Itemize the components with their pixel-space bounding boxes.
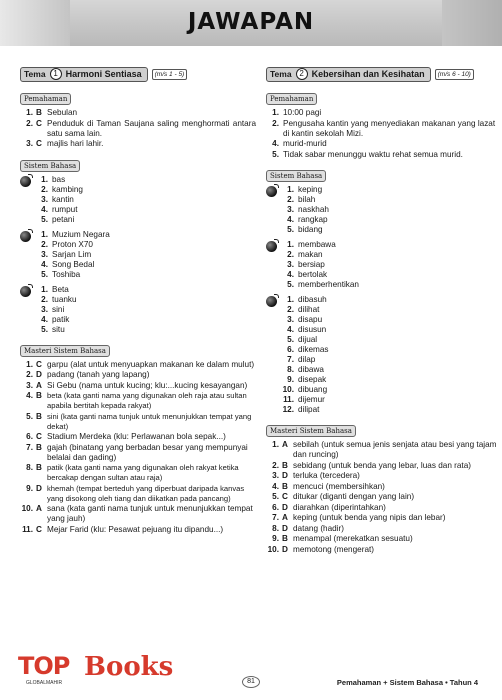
masteri-list (266, 440, 502, 555)
list-item: 8. dibawa (287, 365, 324, 374)
list-item: 2. makan (287, 250, 323, 259)
list-item: 11. C Mejar Farid (klu: Pesawat pejuang itu dipandu...) (22, 524, 224, 534)
list-item: 5. dijual (287, 335, 318, 344)
list-item: 9. B menampal (merekatkan sesuatu) (272, 534, 413, 543)
list-item: 4. murid-murid (272, 139, 327, 148)
page-range: (m/s 6 - 10) (435, 69, 474, 80)
list-item: 1. B Sebulan (26, 108, 78, 117)
list-item: 1. A sebilah (untuk semua jenis senjata atau besi yang tajam dan runcing) (272, 440, 497, 459)
list-item: 6. D diarahkan (diperintahkan) (272, 502, 386, 512)
topbooks-logo (18, 648, 178, 684)
section-label-masteri: Masteri Sistem Bahasa (266, 425, 356, 437)
list-item: 6. dikemas (287, 345, 329, 354)
list-item: 4. disusun (287, 325, 327, 334)
list-item: 4. bertolak (287, 270, 328, 279)
list-item: 5. Tidak sabar menunggu waktu rehat semua murid. (272, 149, 463, 159)
list-item: 5. bidang (287, 225, 323, 234)
list-item: 2. Proton X70 (41, 239, 93, 249)
tema-word: Tema (24, 69, 46, 79)
tema-name: Kebersihan dan Kesihatan (311, 69, 425, 79)
answer-group (266, 240, 502, 290)
answer-group (266, 295, 502, 415)
left-column (20, 66, 256, 535)
list-item: 4. rangkap (287, 215, 328, 224)
masteri-list (20, 360, 256, 535)
list-item: 4. B beta (kata ganti nama yang digunakan oleh raja atau sultan apabila bertitah kepada rakyat) (26, 391, 247, 410)
logo-top-text: TOP (18, 652, 70, 680)
list-item: 1. dibasuh (287, 295, 327, 304)
list-item: 1. bas (41, 174, 66, 184)
list-item: 2. kambing (41, 184, 83, 194)
list-item: 2. Pengusaha kantin yang menyediakan makanan yang lazat di kantin sekolah Mizi. (272, 118, 496, 138)
bomb-icon (20, 231, 31, 242)
list-item: 5. memberhentikan (287, 280, 359, 289)
tema-name: Harmoni Sentiasa (65, 69, 142, 79)
section-label-masteri: Masteri Sistem Bahasa (20, 345, 110, 357)
right-column (266, 66, 502, 555)
tema-box (266, 67, 431, 82)
list-item: 5. C ditukar (diganti dengan yang lain) (272, 492, 415, 501)
list-item: 2. D padang (tanah yang lapang) (26, 370, 150, 379)
bomb-icon (266, 186, 277, 197)
list-item: 3. kantin (41, 194, 74, 204)
list-item: 5. B sini (kata ganti nama tunjuk untuk menunjukkan tempat yang dekat) (26, 411, 252, 431)
list-item: 3. naskhah (287, 205, 329, 214)
list-item: 8. B patik (kata ganti nama yang digunakan oleh rakyat ketika bercakap dengan sultan atau raja) (26, 463, 239, 482)
page-title: JAWAPAN (187, 9, 315, 35)
list-item: 1. 10:00 pagi (272, 108, 322, 117)
tema-box (20, 67, 148, 82)
list-item: 6. C Stadium Merdeka (klu: Perlawanan bola sepak...) (26, 432, 226, 441)
section-label-sistem-bahasa: Sistem Bahasa (20, 160, 80, 172)
list-item: 4. patik (41, 314, 70, 324)
list-item: 3. bersiap (287, 260, 325, 269)
bomb-icon (266, 241, 277, 252)
list-item: 9. D khemah (tempat berteduh yang diperbuat daripada kanvas yang disokong oleh tiang dan diikatkan pada pancang) (26, 483, 245, 503)
logo-books-text: Books (84, 652, 174, 682)
list-item: 10. A sana (kata ganti nama tunjuk untuk menunjukkan tempat yang jauh) (21, 504, 253, 523)
list-item: 5. situ (41, 324, 65, 334)
list-item: 4. rumput (41, 204, 78, 214)
tema-heading (266, 66, 502, 82)
tema-word: Tema (270, 69, 292, 79)
list-item: 1. C garpu (alat untuk menyuapkan makanan ke dalam mulut) (26, 359, 255, 369)
answer-group (20, 230, 256, 280)
list-item: 11. dijemur (283, 395, 325, 404)
pemahaman-list (20, 108, 256, 149)
section-label-pemahaman: Pemahaman (266, 93, 317, 105)
list-item: 3. sini (41, 304, 65, 314)
tema-number: 1 (50, 68, 62, 80)
list-item: 3. D terluka (tercedera) (272, 471, 360, 480)
section-label-pemahaman: Pemahaman (20, 93, 71, 105)
list-item: 3. disapu (287, 315, 323, 324)
list-item: 2. dilihat (287, 305, 320, 314)
list-item: 3. Sarjan Lim (41, 249, 92, 259)
list-item: 10. D memotong (mengerat) (267, 544, 374, 554)
list-item: 2. tuanku (41, 294, 77, 304)
tema-number: 2 (296, 68, 308, 80)
list-item: 7. B gajah (binatang yang berbadan besar yang mempunyai belalai dan gading) (26, 442, 248, 462)
answer-group (266, 185, 502, 235)
list-item: 9. disepak (287, 375, 327, 384)
bomb-icon (20, 176, 31, 187)
bomb-icon (266, 296, 277, 307)
list-item: 4. Song Bedal (41, 259, 95, 269)
tema-heading (20, 66, 256, 82)
page-number: 81 (242, 676, 260, 688)
list-item: 2. bilah (287, 195, 316, 204)
list-item: 3. A Si Gebu (nama untuk kucing; klu:...kucing kesayangan) (26, 380, 248, 390)
list-item: 4. B mencuci (membersihkan) (272, 481, 385, 491)
section-label-sistem-bahasa: Sistem Bahasa (266, 170, 326, 182)
list-item: 1. membawa (287, 240, 336, 249)
list-item: 1. keping (287, 185, 323, 194)
list-item: 2. B sebidang (untuk benda yang lebar, luas dan rata) (272, 460, 471, 470)
list-item: 3. C majlis hari lahir. (26, 139, 104, 148)
footer-subtitle: Pemahaman + Sistem Bahasa • Tahun 4 (336, 678, 478, 687)
list-item: 5. Toshiba (41, 269, 81, 279)
list-item: 2. C Penduduk di Taman Saujana saling menghormati antara satu sama lain. (26, 118, 256, 138)
pemahaman-list (266, 108, 502, 160)
list-item: 10. dibuang (282, 385, 328, 394)
bomb-icon (20, 286, 31, 297)
logo-publisher-text: GLOBALMAHIR (26, 680, 63, 686)
answer-group (20, 285, 256, 335)
list-item: 5. petani (41, 214, 75, 224)
list-item: 12. dilipat (282, 405, 320, 414)
list-item: 7. dilap (287, 355, 316, 364)
list-item: 7. A keping (untuk benda yang nipis dan lebar) (272, 513, 446, 522)
list-item: 1. Beta (41, 284, 69, 294)
page-range: (m/s 1 - 5) (152, 69, 188, 80)
list-item: 8. D datang (hadir) (272, 523, 344, 533)
answer-group (20, 175, 256, 225)
list-item: 1. Muzium Negara (41, 229, 110, 239)
